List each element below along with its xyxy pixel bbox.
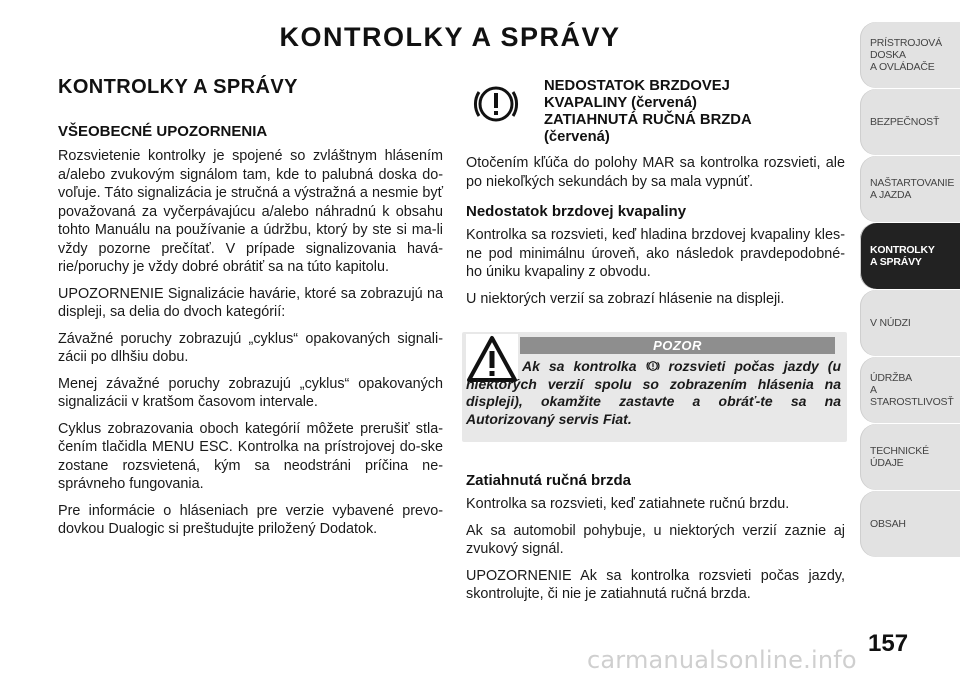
paragraph: Kontrolka sa rozsvieti, keď zatiahnete ručnú brzdu. [466,496,790,512]
warning-title-line: (červená) [544,129,610,145]
brake-warning-icon [646,359,660,373]
paragraph: Menej závažné poruchy zobrazujú „cyklus“ opakovaných signalizácii v kratšom časovom intervale. [58,375,443,410]
general-warnings-heading: VŠEOBECNÉ UPOZORNENIA [58,123,268,140]
paragraph: Ak sa automobil pohybuje, u niektorých verzií zaznie aj zvukový signál. [466,522,845,557]
tab-label: NAŠTARTOVANIE A JAZDA [870,177,955,201]
paragraph: Závažné poruchy zobrazujú „cyklus“ opakovaných signali-zácii po dlhšiu dobu. [58,330,443,365]
section-heading: KONTROLKY A SPRÁVY [58,76,298,98]
left-column [58,76,443,547]
warning-title [544,78,752,146]
paragraph: UPOZORNENIE Ak sa kontrolka rozsvieti počas jazdy, skontrolujte, či nie je zatiahnutá ručná brzda. [466,567,845,602]
warning-title-line: NEDOSTATOK BRZDOVEJ [544,78,730,94]
handbrake-section [466,472,845,604]
tab-obsah[interactable] [860,491,960,557]
paragraph: Rozsvietenie kontrolky je spojené so zvláštnym hlásením a/alebo zvukovým signálom tam, kde to palubná doska do-voľuje. Táto signalizácia je stručná a výstražná a nesmie byť považovaná za vyčerpávajúcu a/alebo náhradnú k obsahu tohto Manuálu na používanie a údržbu, ktorý by ste si ma-li vždy pozorne prečítať. V prípade signalizovania havá-rie/poruchy je vždy dobré obrátiť sa na túto kapitolu. [58,148,443,275]
tab-label: BEZPEČNOSŤ [870,116,940,128]
paragraph: U niektorých verzií sa zobrazí hlásenie na displeji. [466,290,785,307]
tab-label: KONTROLKY A SPRÁVY [870,244,935,268]
tab-nastartovanie[interactable] [860,156,960,222]
chapter-tabs [860,22,960,558]
pozor-text-end: rozsvieti počas jazdy (u niektorých verzií spolu so zobrazením hlásenia na displeji), okamžite zastavte a obráť-te sa na Autorizovaný servis Fiat. [466,358,842,427]
paragraph: Otočením kľúča do polohy MAR sa kontrolka rozsvieti, ale po niekoľkých sekundách by sa mala vypnúť. [466,155,845,190]
pozor-label: POZOR [520,337,835,354]
brake-warning-block [466,78,845,146]
tab-label: TECHNICKÉ ÚDAJE [870,445,929,469]
page-number: 157 [868,630,909,657]
tab-udrzba[interactable] [860,357,960,423]
tab-pristrojova-doska[interactable] [860,22,960,88]
tab-kontrolky[interactable] [860,223,960,289]
tab-v-nudzi[interactable] [860,290,960,356]
page-title: KONTROLKY A SPRÁVY [279,22,621,52]
tab-label: OBSAH [870,518,906,530]
pozor-text [466,358,841,428]
tab-bezpecnost[interactable] [860,89,960,155]
fluid-heading: Nedostatok brzdovej kvapaliny [466,203,687,220]
tab-label: V NÚDZI [870,317,911,329]
warning-title-line: ZATIAHNUTÁ RUČNÁ BRZDA [544,112,752,128]
warning-title-line: KVAPALINY (červená) [544,95,697,111]
paragraph: Cyklus zobrazovania oboch kategórií môžete prerušiť stla-čením tlačidla MENU ESC. Kontrolka na prístrojovej do-ske zostane rozsvietená, kým sa neodstráni príčina ne-správneho fungovania. [58,420,443,492]
brake-warning-icon [470,78,522,130]
handbrake-heading: Zatiahnutá ručná brzda [466,472,632,489]
watermark: carmanualsonline.info [587,646,857,674]
right-column [466,78,845,612]
paragraph: Kontrolka sa rozsvieti, keď hladina brzdovej kvapaliny kles-ne pod minimálnu úroveň, ako následok pravdepodobné-ho úniku kvapaliny z obvodu. [466,227,845,280]
paragraph: UPOZORNENIE Signalizácie havárie, ktoré sa zobrazujú na displeji, sa delia do dvoch kategórií: [58,285,443,320]
tab-label: PRÍSTROJOVÁ DOSKA A OVLÁDAČE [870,37,942,73]
tab-label: ÚDRŽBA A STAROSTLIVOSŤ [870,372,954,408]
tab-technicke-udaje[interactable] [860,424,960,490]
pozor-text-start: Ak sa kontrolka [522,358,637,374]
pozor-warning-box [462,332,847,442]
paragraph: Pre informácie o hláseniach pre verzie vybavené prevo-dovkou Dualogic si preštudujte priložený Dodatok. [58,502,443,537]
